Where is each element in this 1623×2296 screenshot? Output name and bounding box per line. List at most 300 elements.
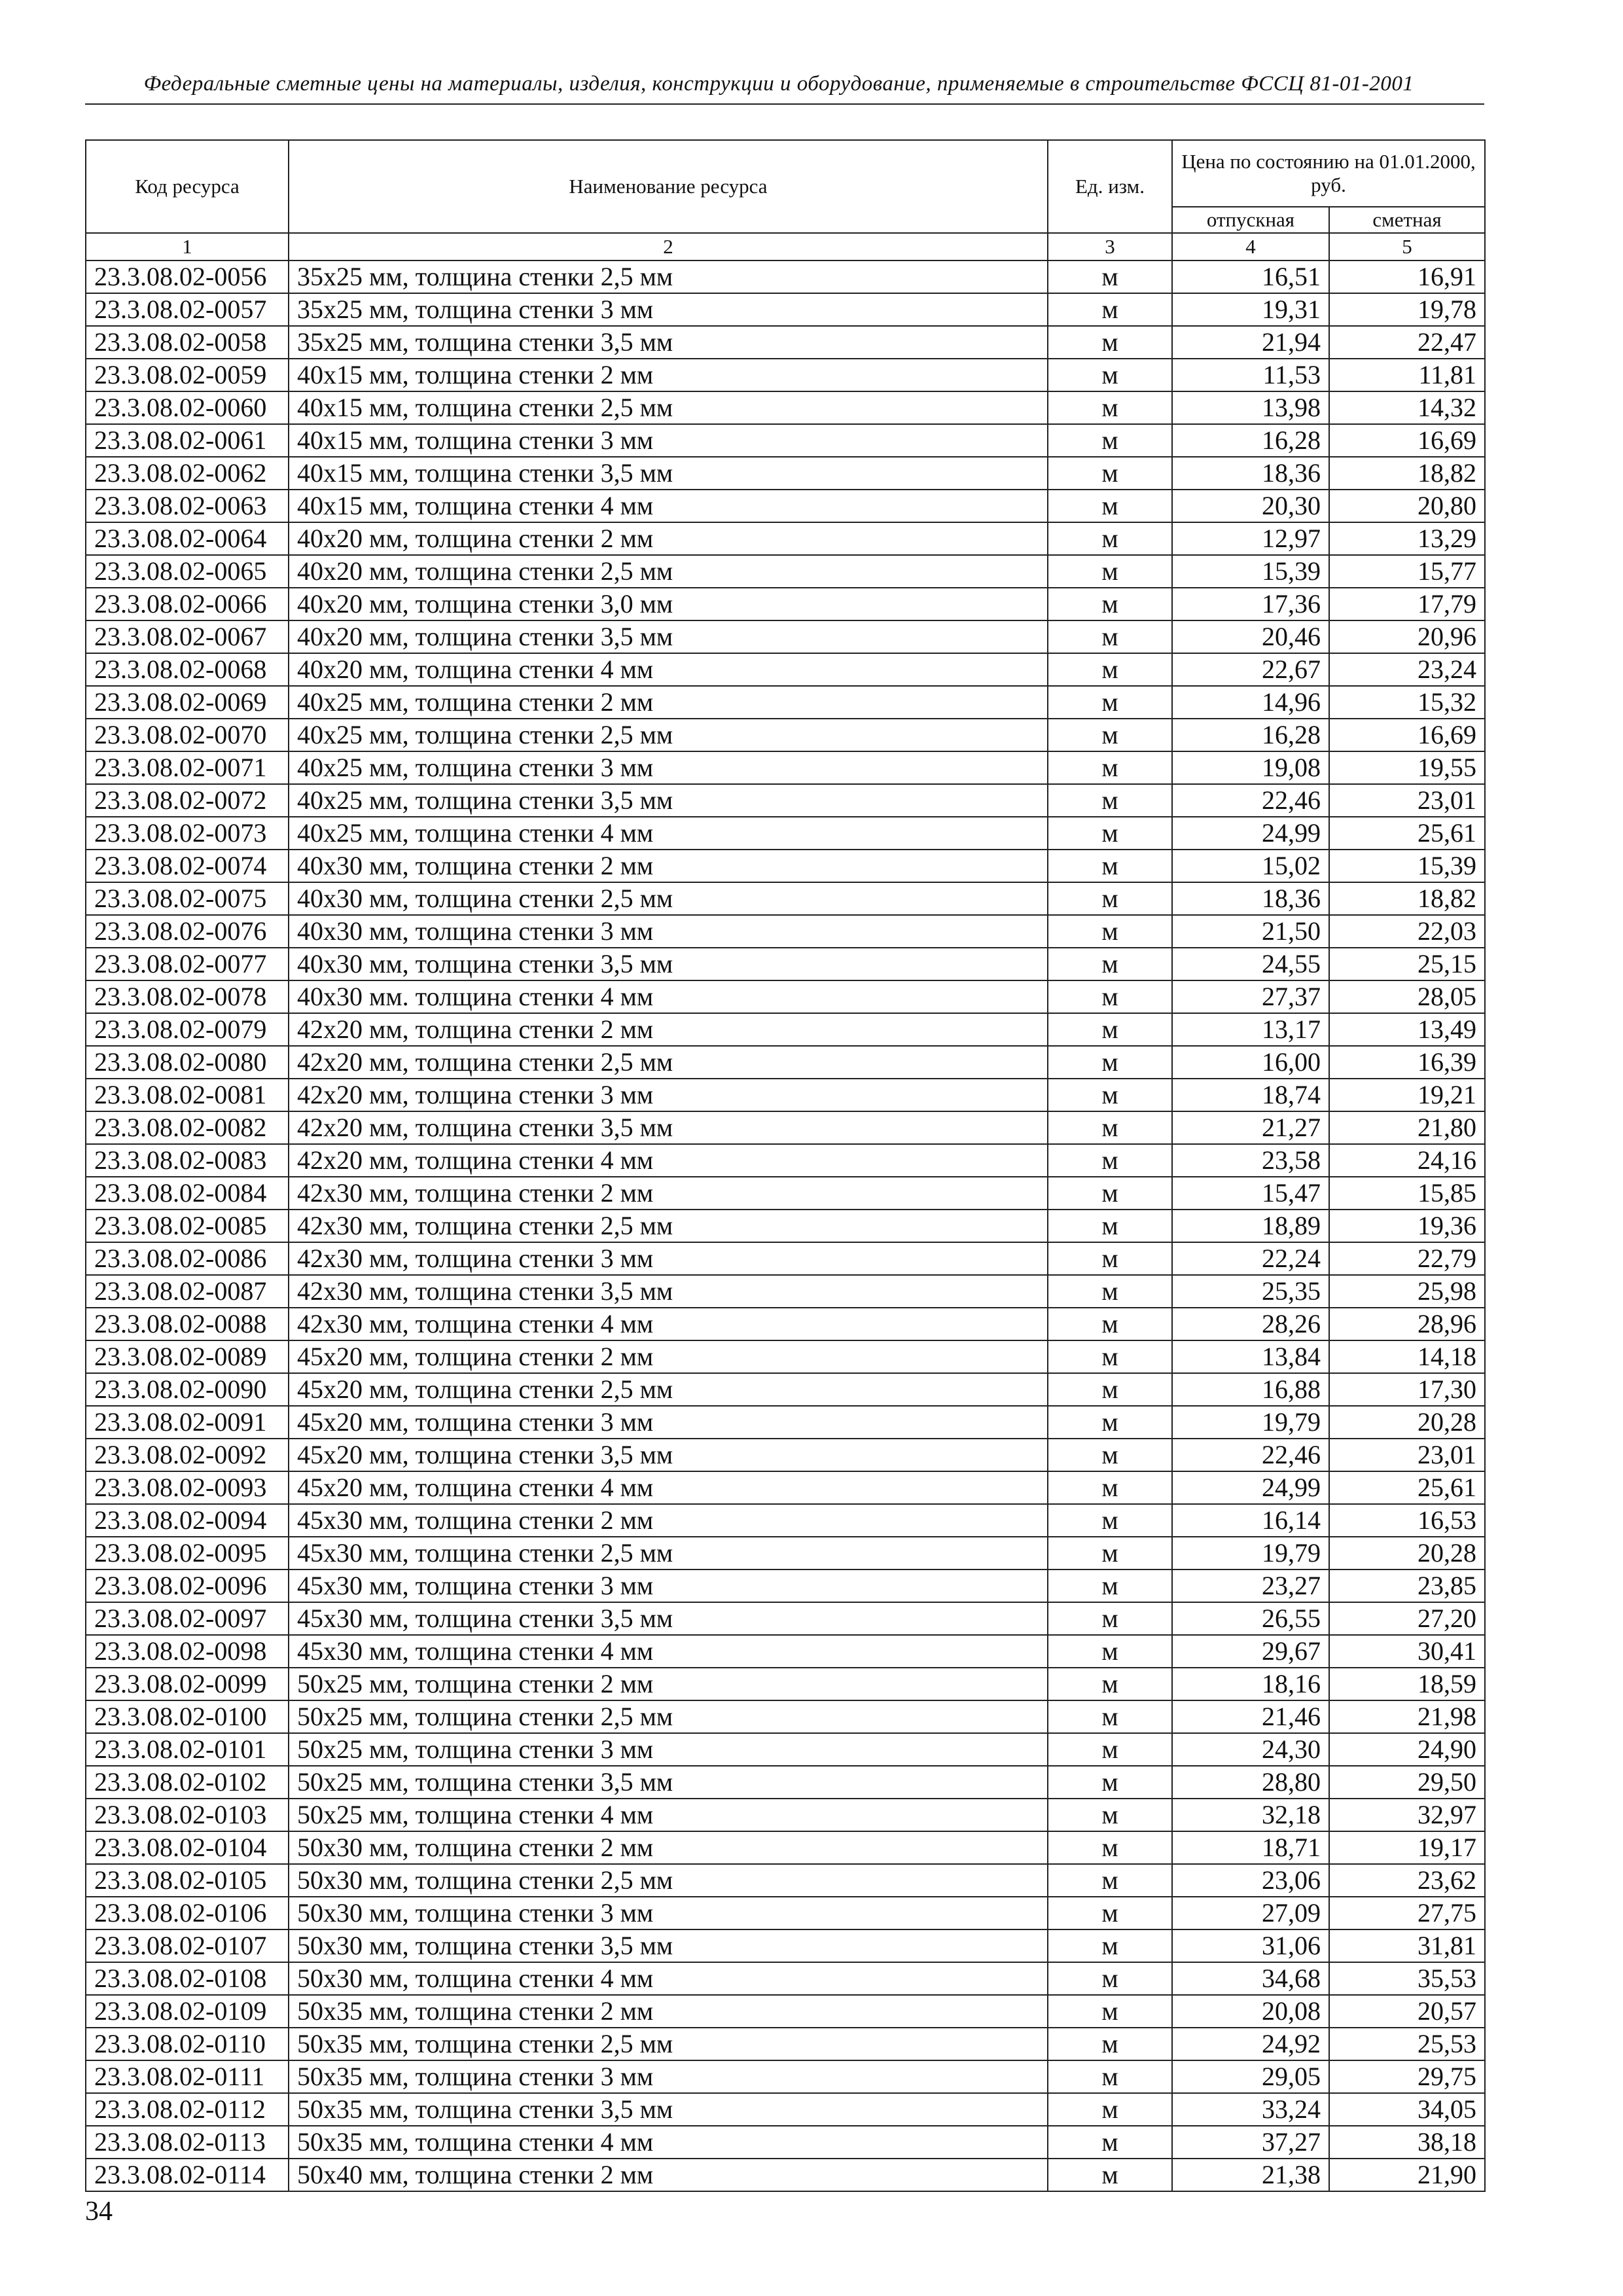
unit-cell: м xyxy=(1048,1013,1172,1046)
unit-cell: м xyxy=(1048,1962,1172,1995)
resource-code-cell: 23.3.08.02-0070 xyxy=(86,719,289,751)
table-row xyxy=(86,260,1485,293)
release-price-cell: 11,53 xyxy=(1172,359,1329,391)
estimate-price-cell: 21,90 xyxy=(1329,2159,1485,2191)
unit-cell: м xyxy=(1048,260,1172,293)
resource-name-cell: 50x30 мм, толщина стенки 3 мм xyxy=(289,1897,1048,1929)
release-price-cell: 13,98 xyxy=(1172,391,1329,424)
resource-code-cell: 23.3.08.02-0087 xyxy=(86,1275,289,1308)
release-price-cell: 16,28 xyxy=(1172,719,1329,751)
table-row xyxy=(86,293,1485,326)
resource-name-cell: 40x20 мм, толщина стенки 2,5 мм xyxy=(289,555,1048,588)
release-price-cell: 18,16 xyxy=(1172,1668,1329,1700)
resource-name-cell: 42x20 мм, толщина стенки 3 мм xyxy=(289,1079,1048,1111)
table-row xyxy=(86,1177,1485,1210)
unit-cell: м xyxy=(1048,620,1172,653)
resource-name-cell: 50x30 мм, толщина стенки 2 мм xyxy=(289,1831,1048,1864)
unit-cell: м xyxy=(1048,1700,1172,1733)
unit-cell: м xyxy=(1048,1242,1172,1275)
resource-code-cell: 23.3.08.02-0093 xyxy=(86,1471,289,1504)
resource-name-cell: 40x30 мм. толщина стенки 4 мм xyxy=(289,980,1048,1013)
column-number: 2 xyxy=(289,233,1048,260)
release-price-cell: 22,67 xyxy=(1172,653,1329,686)
table-row xyxy=(86,522,1485,555)
resource-name-cell: 40x30 мм, толщина стенки 2,5 мм xyxy=(289,882,1048,915)
resource-code-cell: 23.3.08.02-0074 xyxy=(86,850,289,882)
unit-cell: м xyxy=(1048,2126,1172,2159)
table-row xyxy=(86,1340,1485,1373)
resource-code-cell: 23.3.08.02-0056 xyxy=(86,260,289,293)
release-price-cell: 16,88 xyxy=(1172,1373,1329,1406)
running-header: Федеральные сметные цены на материалы, изделия, конструкции и оборудование, применяемые в строительстве ФССЦ 81-01-2001 xyxy=(143,72,1414,96)
unit-cell: м xyxy=(1048,719,1172,751)
resource-name-cell: 50x35 мм, толщина стенки 4 мм xyxy=(289,2126,1048,2159)
unit-cell: м xyxy=(1048,1668,1172,1700)
resource-name-cell: 40x15 мм, толщина стенки 2 мм xyxy=(289,359,1048,391)
resource-name-cell: 42x30 мм, толщина стенки 3 мм xyxy=(289,1242,1048,1275)
table-row xyxy=(86,980,1485,1013)
estimate-price-cell: 15,85 xyxy=(1329,1177,1485,1210)
release-price-cell: 20,46 xyxy=(1172,620,1329,653)
estimate-price-cell: 16,39 xyxy=(1329,1046,1485,1079)
release-price-cell: 17,36 xyxy=(1172,588,1329,620)
release-price-cell: 32,18 xyxy=(1172,1799,1329,1831)
release-price-cell: 18,74 xyxy=(1172,1079,1329,1111)
unit-cell: м xyxy=(1048,850,1172,882)
resource-name-cell: 40x25 мм, толщина стенки 3,5 мм xyxy=(289,784,1048,817)
table-row xyxy=(86,391,1485,424)
unit-cell: м xyxy=(1048,1046,1172,1079)
estimate-price-cell: 28,05 xyxy=(1329,980,1485,1013)
release-price-cell: 16,51 xyxy=(1172,260,1329,293)
table-row xyxy=(86,1504,1485,1537)
table-row xyxy=(86,751,1485,784)
release-price-cell: 12,97 xyxy=(1172,522,1329,555)
resource-name-cell: 45x30 мм, толщина стенки 3 мм xyxy=(289,1570,1048,1602)
estimate-price-cell: 22,47 xyxy=(1329,326,1485,359)
estimate-price-cell: 23,62 xyxy=(1329,1864,1485,1897)
resource-code-cell: 23.3.08.02-0073 xyxy=(86,817,289,850)
resource-name-cell: 50x25 мм, толщина стенки 2,5 мм xyxy=(289,1700,1048,1733)
resource-name-cell: 40x25 мм, толщина стенки 3 мм xyxy=(289,751,1048,784)
resource-name-cell: 45x20 мм, толщина стенки 3 мм xyxy=(289,1406,1048,1439)
header-code: Код ресурса xyxy=(86,140,289,233)
unit-cell: м xyxy=(1048,1570,1172,1602)
estimate-price-cell: 32,97 xyxy=(1329,1799,1485,1831)
unit-cell: м xyxy=(1048,522,1172,555)
table-row xyxy=(86,359,1485,391)
release-price-cell: 16,14 xyxy=(1172,1504,1329,1537)
resource-name-cell: 40x20 мм, толщина стенки 3,0 мм xyxy=(289,588,1048,620)
table-row xyxy=(86,1308,1485,1340)
resource-code-cell: 23.3.08.02-0081 xyxy=(86,1079,289,1111)
resource-name-cell: 45x20 мм, толщина стенки 2,5 мм xyxy=(289,1373,1048,1406)
release-price-cell: 25,35 xyxy=(1172,1275,1329,1308)
release-price-cell: 13,84 xyxy=(1172,1340,1329,1373)
estimate-price-cell: 11,81 xyxy=(1329,359,1485,391)
resource-code-cell: 23.3.08.02-0085 xyxy=(86,1210,289,1242)
resource-name-cell: 35x25 мм, толщина стенки 2,5 мм xyxy=(289,260,1048,293)
resource-code-cell: 23.3.08.02-0092 xyxy=(86,1439,289,1471)
resource-code-cell: 23.3.08.02-0105 xyxy=(86,1864,289,1897)
estimate-price-cell: 23,24 xyxy=(1329,653,1485,686)
resource-code-cell: 23.3.08.02-0108 xyxy=(86,1962,289,1995)
release-price-cell: 23,06 xyxy=(1172,1864,1329,1897)
resource-name-cell: 40x30 мм, толщина стенки 3,5 мм xyxy=(289,948,1048,980)
unit-cell: м xyxy=(1048,391,1172,424)
table-row xyxy=(86,424,1485,457)
estimate-price-cell: 31,81 xyxy=(1329,1929,1485,1962)
unit-cell: м xyxy=(1048,686,1172,719)
release-price-cell: 27,37 xyxy=(1172,980,1329,1013)
table-row xyxy=(86,1439,1485,1471)
resource-name-cell: 42x20 мм, толщина стенки 2 мм xyxy=(289,1013,1048,1046)
resource-name-cell: 40x15 мм, толщина стенки 4 мм xyxy=(289,490,1048,522)
unit-cell: м xyxy=(1048,1766,1172,1799)
table-row xyxy=(86,719,1485,751)
table-row xyxy=(86,1929,1485,1962)
resource-code-cell: 23.3.08.02-0059 xyxy=(86,359,289,391)
table-row xyxy=(86,1995,1485,2028)
resource-code-cell: 23.3.08.02-0062 xyxy=(86,457,289,490)
estimate-price-cell: 17,79 xyxy=(1329,588,1485,620)
table-row xyxy=(86,1799,1485,1831)
resource-code-cell: 23.3.08.02-0091 xyxy=(86,1406,289,1439)
unit-cell: м xyxy=(1048,2093,1172,2126)
unit-cell: м xyxy=(1048,2159,1172,2191)
column-number: 3 xyxy=(1048,233,1172,260)
resource-code-cell: 23.3.08.02-0107 xyxy=(86,1929,289,1962)
resource-name-cell: 40x25 мм, толщина стенки 2,5 мм xyxy=(289,719,1048,751)
resource-code-cell: 23.3.08.02-0077 xyxy=(86,948,289,980)
unit-cell: м xyxy=(1048,1995,1172,2028)
table-row xyxy=(86,620,1485,653)
resource-code-cell: 23.3.08.02-0095 xyxy=(86,1537,289,1570)
estimate-price-cell: 18,59 xyxy=(1329,1668,1485,1700)
column-number: 5 xyxy=(1329,233,1485,260)
estimate-price-cell: 23,01 xyxy=(1329,1439,1485,1471)
release-price-cell: 18,36 xyxy=(1172,882,1329,915)
unit-cell: м xyxy=(1048,1275,1172,1308)
resource-code-cell: 23.3.08.02-0101 xyxy=(86,1733,289,1766)
estimate-price-cell: 20,57 xyxy=(1329,1995,1485,2028)
table-body xyxy=(86,260,1485,2191)
table-row xyxy=(86,1144,1485,1177)
unit-cell: м xyxy=(1048,1897,1172,1929)
resource-code-cell: 23.3.08.02-0067 xyxy=(86,620,289,653)
unit-cell: м xyxy=(1048,1373,1172,1406)
estimate-price-cell: 14,32 xyxy=(1329,391,1485,424)
release-price-cell: 28,26 xyxy=(1172,1308,1329,1340)
estimate-price-cell: 20,96 xyxy=(1329,620,1485,653)
estimate-price-cell: 16,69 xyxy=(1329,719,1485,751)
resource-name-cell: 40x20 мм, толщина стенки 3,5 мм xyxy=(289,620,1048,653)
estimate-price-cell: 29,75 xyxy=(1329,2060,1485,2093)
estimate-price-cell: 16,69 xyxy=(1329,424,1485,457)
unit-cell: м xyxy=(1048,326,1172,359)
release-price-cell: 19,31 xyxy=(1172,293,1329,326)
release-price-cell: 28,80 xyxy=(1172,1766,1329,1799)
header-rule xyxy=(85,103,1484,105)
column-number: 4 xyxy=(1172,233,1329,260)
table-row xyxy=(86,1537,1485,1570)
resource-code-cell: 23.3.08.02-0096 xyxy=(86,1570,289,1602)
resource-code-cell: 23.3.08.02-0057 xyxy=(86,293,289,326)
resource-code-cell: 23.3.08.02-0112 xyxy=(86,2093,289,2126)
release-price-cell: 19,08 xyxy=(1172,751,1329,784)
unit-cell: м xyxy=(1048,784,1172,817)
page-number: 34 xyxy=(85,2197,113,2227)
header-release-price: отпускная xyxy=(1172,207,1329,233)
resource-code-cell: 23.3.08.02-0110 xyxy=(86,2028,289,2060)
unit-cell: м xyxy=(1048,1537,1172,1570)
unit-cell: м xyxy=(1048,1733,1172,1766)
release-price-cell: 24,99 xyxy=(1172,1471,1329,1504)
resource-code-cell: 23.3.08.02-0058 xyxy=(86,326,289,359)
unit-cell: м xyxy=(1048,1308,1172,1340)
resource-code-cell: 23.3.08.02-0064 xyxy=(86,522,289,555)
resource-name-cell: 50x25 мм, толщина стенки 3,5 мм xyxy=(289,1766,1048,1799)
resource-code-cell: 23.3.08.02-0071 xyxy=(86,751,289,784)
table-row xyxy=(86,2159,1485,2191)
unit-cell: м xyxy=(1048,1144,1172,1177)
resource-code-cell: 23.3.08.02-0106 xyxy=(86,1897,289,1929)
table-row xyxy=(86,326,1485,359)
table-row xyxy=(86,1897,1485,1929)
unit-cell: м xyxy=(1048,1079,1172,1111)
resource-code-cell: 23.3.08.02-0111 xyxy=(86,2060,289,2093)
release-price-cell: 21,50 xyxy=(1172,915,1329,948)
unit-cell: м xyxy=(1048,915,1172,948)
resource-name-cell: 50x25 мм, толщина стенки 4 мм xyxy=(289,1799,1048,1831)
release-price-cell: 18,36 xyxy=(1172,457,1329,490)
resource-code-cell: 23.3.08.02-0061 xyxy=(86,424,289,457)
resource-name-cell: 50x35 мм, толщина стенки 2,5 мм xyxy=(289,2028,1048,2060)
release-price-cell: 29,05 xyxy=(1172,2060,1329,2093)
table-row xyxy=(86,1013,1485,1046)
estimate-price-cell: 14,18 xyxy=(1329,1340,1485,1373)
estimate-price-cell: 25,53 xyxy=(1329,2028,1485,2060)
table-row xyxy=(86,457,1485,490)
table-row xyxy=(86,1733,1485,1766)
table-row xyxy=(86,2093,1485,2126)
unit-cell: м xyxy=(1048,1635,1172,1668)
resource-name-cell: 40x15 мм, толщина стенки 2,5 мм xyxy=(289,391,1048,424)
resource-name-cell: 42x30 мм, толщина стенки 2,5 мм xyxy=(289,1210,1048,1242)
resource-name-cell: 50x25 мм, толщина стенки 2 мм xyxy=(289,1668,1048,1700)
table-row xyxy=(86,1570,1485,1602)
table-row xyxy=(86,2060,1485,2093)
column-number: 1 xyxy=(86,233,289,260)
resource-name-cell: 45x20 мм, толщина стенки 3,5 мм xyxy=(289,1439,1048,1471)
unit-cell: м xyxy=(1048,1831,1172,1864)
estimate-price-cell: 30,41 xyxy=(1329,1635,1485,1668)
estimate-price-cell: 17,30 xyxy=(1329,1373,1485,1406)
resource-name-cell: 42x20 мм, толщина стенки 2,5 мм xyxy=(289,1046,1048,1079)
resource-name-cell: 40x20 мм, толщина стенки 4 мм xyxy=(289,653,1048,686)
resource-code-cell: 23.3.08.02-0089 xyxy=(86,1340,289,1373)
release-price-cell: 19,79 xyxy=(1172,1406,1329,1439)
header-name: Наименование ресурса xyxy=(289,140,1048,233)
estimate-price-cell: 24,16 xyxy=(1329,1144,1485,1177)
resource-name-cell: 50x35 мм, толщина стенки 3 мм xyxy=(289,2060,1048,2093)
table-row xyxy=(86,588,1485,620)
unit-cell: м xyxy=(1048,948,1172,980)
release-price-cell: 21,38 xyxy=(1172,2159,1329,2191)
resource-name-cell: 45x20 мм, толщина стенки 4 мм xyxy=(289,1471,1048,1504)
estimate-price-cell: 18,82 xyxy=(1329,457,1485,490)
resource-code-cell: 23.3.08.02-0084 xyxy=(86,1177,289,1210)
release-price-cell: 21,94 xyxy=(1172,326,1329,359)
unit-cell: м xyxy=(1048,2060,1172,2093)
table-row xyxy=(86,1471,1485,1504)
unit-cell: м xyxy=(1048,359,1172,391)
resource-code-cell: 23.3.08.02-0069 xyxy=(86,686,289,719)
estimate-price-cell: 13,49 xyxy=(1329,1013,1485,1046)
table-row xyxy=(86,1210,1485,1242)
resource-name-cell: 42x30 мм, толщина стенки 2 мм xyxy=(289,1177,1048,1210)
resource-code-cell: 23.3.08.02-0097 xyxy=(86,1602,289,1635)
table-row xyxy=(86,490,1485,522)
estimate-price-cell: 19,78 xyxy=(1329,293,1485,326)
table-row xyxy=(86,1962,1485,1995)
unit-cell: м xyxy=(1048,588,1172,620)
table-row xyxy=(86,882,1485,915)
header-price-group: Цена по состоянию на 01.01.2000, руб. xyxy=(1172,140,1485,207)
table-row xyxy=(86,1079,1485,1111)
unit-cell: м xyxy=(1048,490,1172,522)
table-row xyxy=(86,1700,1485,1733)
unit-cell: м xyxy=(1048,555,1172,588)
resource-code-cell: 23.3.08.02-0072 xyxy=(86,784,289,817)
estimate-price-cell: 20,80 xyxy=(1329,490,1485,522)
resource-name-cell: 42x30 мм, толщина стенки 3,5 мм xyxy=(289,1275,1048,1308)
resource-name-cell: 50x40 мм, толщина стенки 2 мм xyxy=(289,2159,1048,2191)
estimate-price-cell: 22,03 xyxy=(1329,915,1485,948)
release-price-cell: 23,58 xyxy=(1172,1144,1329,1177)
resource-code-cell: 23.3.08.02-0099 xyxy=(86,1668,289,1700)
resource-name-cell: 50x30 мм, толщина стенки 2,5 мм xyxy=(289,1864,1048,1897)
table-row xyxy=(86,1635,1485,1668)
header-estimate-price: сметная xyxy=(1329,207,1485,233)
release-price-cell: 15,02 xyxy=(1172,850,1329,882)
unit-cell: м xyxy=(1048,1799,1172,1831)
resource-code-cell: 23.3.08.02-0068 xyxy=(86,653,289,686)
resource-name-cell: 45x30 мм, толщина стенки 3,5 мм xyxy=(289,1602,1048,1635)
unit-cell: м xyxy=(1048,1439,1172,1471)
estimate-price-cell: 15,39 xyxy=(1329,850,1485,882)
resource-code-cell: 23.3.08.02-0079 xyxy=(86,1013,289,1046)
resource-name-cell: 40x15 мм, толщина стенки 3,5 мм xyxy=(289,457,1048,490)
resource-code-cell: 23.3.08.02-0076 xyxy=(86,915,289,948)
unit-cell: м xyxy=(1048,1864,1172,1897)
release-price-cell: 18,71 xyxy=(1172,1831,1329,1864)
estimate-price-cell: 16,91 xyxy=(1329,260,1485,293)
resource-name-cell: 40x25 мм, толщина стенки 4 мм xyxy=(289,817,1048,850)
release-price-cell: 23,27 xyxy=(1172,1570,1329,1602)
unit-cell: м xyxy=(1048,1340,1172,1373)
release-price-cell: 24,99 xyxy=(1172,817,1329,850)
release-price-cell: 20,30 xyxy=(1172,490,1329,522)
resource-code-cell: 23.3.08.02-0060 xyxy=(86,391,289,424)
resource-code-cell: 23.3.08.02-0078 xyxy=(86,980,289,1013)
resource-code-cell: 23.3.08.02-0098 xyxy=(86,1635,289,1668)
release-price-cell: 37,27 xyxy=(1172,2126,1329,2159)
release-price-cell: 14,96 xyxy=(1172,686,1329,719)
resource-code-cell: 23.3.08.02-0082 xyxy=(86,1111,289,1144)
resource-name-cell: 50x35 мм, толщина стенки 2 мм xyxy=(289,1995,1048,2028)
estimate-price-cell: 28,96 xyxy=(1329,1308,1485,1340)
table-row xyxy=(86,2028,1485,2060)
resource-code-cell: 23.3.08.02-0100 xyxy=(86,1700,289,1733)
unit-cell: м xyxy=(1048,980,1172,1013)
table-row xyxy=(86,948,1485,980)
resource-code-cell: 23.3.08.02-0083 xyxy=(86,1144,289,1177)
estimate-price-cell: 27,75 xyxy=(1329,1897,1485,1929)
resource-name-cell: 42x20 мм, толщина стенки 3,5 мм xyxy=(289,1111,1048,1144)
unit-cell: м xyxy=(1048,1111,1172,1144)
table-row xyxy=(86,653,1485,686)
resource-code-cell: 23.3.08.02-0113 xyxy=(86,2126,289,2159)
resource-name-cell: 40x30 мм, толщина стенки 3 мм xyxy=(289,915,1048,948)
table-row xyxy=(86,817,1485,850)
estimate-price-cell: 34,05 xyxy=(1329,2093,1485,2126)
resource-code-cell: 23.3.08.02-0065 xyxy=(86,555,289,588)
table-row xyxy=(86,2126,1485,2159)
estimate-price-cell: 13,29 xyxy=(1329,522,1485,555)
table-row xyxy=(86,1111,1485,1144)
unit-cell: м xyxy=(1048,751,1172,784)
resource-code-cell: 23.3.08.02-0104 xyxy=(86,1831,289,1864)
estimate-price-cell: 29,50 xyxy=(1329,1766,1485,1799)
resource-code-cell: 23.3.08.02-0063 xyxy=(86,490,289,522)
unit-cell: м xyxy=(1048,1504,1172,1537)
estimate-price-cell: 25,98 xyxy=(1329,1275,1485,1308)
table-row xyxy=(86,1406,1485,1439)
unit-cell: м xyxy=(1048,882,1172,915)
resource-name-cell: 45x30 мм, толщина стенки 2 мм xyxy=(289,1504,1048,1537)
estimate-price-cell: 25,61 xyxy=(1329,817,1485,850)
release-price-cell: 27,09 xyxy=(1172,1897,1329,1929)
release-price-cell: 19,79 xyxy=(1172,1537,1329,1570)
release-price-cell: 24,92 xyxy=(1172,2028,1329,2060)
estimate-price-cell: 23,85 xyxy=(1329,1570,1485,1602)
estimate-price-cell: 24,90 xyxy=(1329,1733,1485,1766)
table-row xyxy=(86,1864,1485,1897)
release-price-cell: 15,39 xyxy=(1172,555,1329,588)
resource-code-cell: 23.3.08.02-0075 xyxy=(86,882,289,915)
estimate-price-cell: 25,15 xyxy=(1329,948,1485,980)
unit-cell: м xyxy=(1048,1210,1172,1242)
estimate-price-cell: 18,82 xyxy=(1329,882,1485,915)
resource-name-cell: 50x30 мм, толщина стенки 3,5 мм xyxy=(289,1929,1048,1962)
table-row xyxy=(86,850,1485,882)
release-price-cell: 22,46 xyxy=(1172,784,1329,817)
release-price-cell: 13,17 xyxy=(1172,1013,1329,1046)
resource-code-cell: 23.3.08.02-0088 xyxy=(86,1308,289,1340)
estimate-price-cell: 20,28 xyxy=(1329,1537,1485,1570)
resource-code-cell: 23.3.08.02-0109 xyxy=(86,1995,289,2028)
table-row xyxy=(86,784,1485,817)
unit-cell: м xyxy=(1048,1177,1172,1210)
resource-name-cell: 42x20 мм, толщина стенки 4 мм xyxy=(289,1144,1048,1177)
unit-cell: м xyxy=(1048,1929,1172,1962)
release-price-cell: 31,06 xyxy=(1172,1929,1329,1962)
table-row xyxy=(86,1766,1485,1799)
resource-code-cell: 23.3.08.02-0103 xyxy=(86,1799,289,1831)
unit-cell: м xyxy=(1048,424,1172,457)
release-price-cell: 22,24 xyxy=(1172,1242,1329,1275)
